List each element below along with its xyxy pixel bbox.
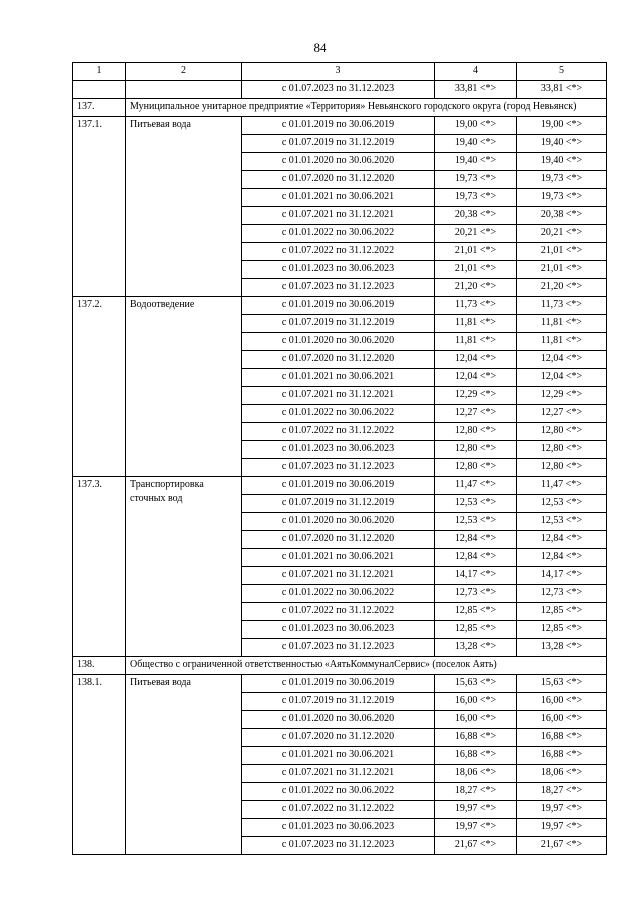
period-cell: с 01.07.2022 по 31.12.2022 <box>242 423 435 441</box>
service-number: 137.2. <box>73 297 126 477</box>
tariff-value-cell: 19,97 <*> <box>435 801 517 819</box>
table-row <box>73 81 607 99</box>
tariff-value-cell: 21,01 <*> <box>435 243 517 261</box>
tariff-value-cell: 15,63 <*> <box>517 675 607 693</box>
tariff-value-cell: 12,85 <*> <box>435 603 517 621</box>
tariff-value-cell: 21,20 <*> <box>517 279 607 297</box>
tariff-value-cell: 11,73 <*> <box>435 297 517 315</box>
organization-name: Общество с ограниченной ответственностью «АятьКоммуналСервис» (поселок Аять) <box>126 657 607 675</box>
period-cell: с 01.01.2022 по 30.06.2022 <box>242 405 435 423</box>
tariff-value-cell: 12,29 <*> <box>517 387 607 405</box>
tariff-value-cell: 11,81 <*> <box>517 333 607 351</box>
tariff-value-cell: 11,47 <*> <box>517 477 607 495</box>
tariff-value-cell: 19,73 <*> <box>435 171 517 189</box>
service-number: 137.3. <box>73 477 126 657</box>
tariff-value-cell: 14,17 <*> <box>517 567 607 585</box>
period-cell: с 01.01.2019 по 30.06.2019 <box>242 477 435 495</box>
period-cell: с 01.07.2021 по 31.12.2021 <box>242 765 435 783</box>
tariff-value-cell: 18,06 <*> <box>517 765 607 783</box>
tariff-value-cell: 12,80 <*> <box>517 423 607 441</box>
period-cell: с 01.07.2021 по 31.12.2021 <box>242 387 435 405</box>
period-cell: с 01.01.2019 по 30.06.2019 <box>242 117 435 135</box>
tariff-value-cell: 21,01 <*> <box>435 261 517 279</box>
period-cell: с 01.07.2023 по 31.12.2023 <box>242 639 435 657</box>
tariff-value-cell: 12,84 <*> <box>435 531 517 549</box>
tariff-value-cell: 16,00 <*> <box>435 693 517 711</box>
column-header: 2 <box>126 63 242 81</box>
period-cell: с 01.07.2020 по 31.12.2020 <box>242 531 435 549</box>
tariff-value-cell: 12,53 <*> <box>517 513 607 531</box>
period-cell: с 01.07.2023 по 31.12.2023 <box>242 81 435 99</box>
tariff-value-cell: 21,67 <*> <box>435 837 517 855</box>
column-header: 3 <box>242 63 435 81</box>
tariff-value-cell: 12,04 <*> <box>517 351 607 369</box>
tariff-value-cell: 20,38 <*> <box>517 207 607 225</box>
table-row <box>73 477 607 495</box>
period-cell: с 01.01.2019 по 30.06.2019 <box>242 297 435 315</box>
table-header-row <box>73 63 607 81</box>
period-cell: с 01.01.2023 по 30.06.2023 <box>242 819 435 837</box>
period-cell: с 01.01.2020 по 30.06.2020 <box>242 333 435 351</box>
tariff-value-cell: 12,53 <*> <box>517 495 607 513</box>
tariff-value-cell: 12,04 <*> <box>517 369 607 387</box>
tariff-value-cell: 19,73 <*> <box>517 189 607 207</box>
column-header: 4 <box>435 63 517 81</box>
period-cell: с 01.01.2021 по 30.06.2021 <box>242 549 435 567</box>
period-cell: с 01.01.2020 по 30.06.2020 <box>242 711 435 729</box>
tariff-value-cell: 12,27 <*> <box>435 405 517 423</box>
tariff-value-cell: 12,84 <*> <box>517 549 607 567</box>
page-number: 84 <box>313 40 327 55</box>
organization-row <box>73 657 607 675</box>
tariff-value-cell: 33,81 <*> <box>435 81 517 99</box>
tariff-value-cell: 12,85 <*> <box>517 621 607 639</box>
tariff-value-cell: 21,01 <*> <box>517 243 607 261</box>
tariff-value-cell: 33,81 <*> <box>517 81 607 99</box>
tariff-value-cell: 16,88 <*> <box>517 729 607 747</box>
organization-number: 137. <box>73 99 126 117</box>
tariff-value-cell: 13,28 <*> <box>435 639 517 657</box>
tariff-value-cell: 12,04 <*> <box>435 351 517 369</box>
period-cell: с 01.07.2022 по 31.12.2022 <box>242 243 435 261</box>
tariff-value-cell: 19,73 <*> <box>517 171 607 189</box>
period-cell: с 01.01.2020 по 30.06.2020 <box>242 153 435 171</box>
tariff-value-cell: 19,73 <*> <box>435 189 517 207</box>
period-cell: с 01.07.2022 по 31.12.2022 <box>242 801 435 819</box>
period-cell: с 01.07.2023 по 31.12.2023 <box>242 279 435 297</box>
tariff-value-cell: 20,21 <*> <box>517 225 607 243</box>
tariff-value-cell: 19,40 <*> <box>517 153 607 171</box>
tariff-value-cell: 12,80 <*> <box>435 423 517 441</box>
table-row <box>73 675 607 693</box>
tariff-value-cell: 21,20 <*> <box>435 279 517 297</box>
tariff-value-cell: 12,80 <*> <box>435 459 517 477</box>
period-cell: с 01.01.2022 по 30.06.2022 <box>242 783 435 801</box>
tariff-value-cell: 12,80 <*> <box>435 441 517 459</box>
tariff-value-cell: 19,97 <*> <box>517 801 607 819</box>
tariff-value-cell: 12,04 <*> <box>435 369 517 387</box>
period-cell: с 01.07.2023 по 31.12.2023 <box>242 459 435 477</box>
period-cell: с 01.07.2019 по 31.12.2019 <box>242 693 435 711</box>
tariff-value-cell: 12,85 <*> <box>435 621 517 639</box>
empty-cell <box>73 81 126 99</box>
tariff-value-cell: 18,06 <*> <box>435 765 517 783</box>
tariff-value-cell: 12,53 <*> <box>435 495 517 513</box>
period-cell: с 01.01.2022 по 30.06.2022 <box>242 225 435 243</box>
period-cell: с 01.01.2021 по 30.06.2021 <box>242 369 435 387</box>
period-cell: с 01.07.2019 по 31.12.2019 <box>242 315 435 333</box>
tariff-value-cell: 11,81 <*> <box>435 333 517 351</box>
period-cell: с 01.07.2021 по 31.12.2021 <box>242 207 435 225</box>
tariff-value-cell: 12,80 <*> <box>517 459 607 477</box>
tariff-value-cell: 11,73 <*> <box>517 297 607 315</box>
period-cell: с 01.07.2019 по 31.12.2019 <box>242 135 435 153</box>
tariff-value-cell: 12,84 <*> <box>435 549 517 567</box>
period-cell: с 01.07.2023 по 31.12.2023 <box>242 837 435 855</box>
tariff-value-cell: 12,80 <*> <box>517 441 607 459</box>
service-number: 138.1. <box>73 675 126 855</box>
period-cell: с 01.07.2020 по 31.12.2020 <box>242 351 435 369</box>
tariff-value-cell: 16,88 <*> <box>435 747 517 765</box>
tariff-value-cell: 19,00 <*> <box>517 117 607 135</box>
service-name: Питьевая вода <box>126 117 242 297</box>
table-row <box>73 117 607 135</box>
service-number: 137.1. <box>73 117 126 297</box>
service-name: Транспортировка сточных вод <box>126 477 242 657</box>
organization-number: 138. <box>73 657 126 675</box>
tariff-value-cell: 12,85 <*> <box>517 603 607 621</box>
tariff-value-cell: 12,53 <*> <box>435 513 517 531</box>
tariff-value-cell: 16,88 <*> <box>435 729 517 747</box>
tariff-value-cell: 16,00 <*> <box>435 711 517 729</box>
tariff-value-cell: 20,21 <*> <box>435 225 517 243</box>
period-cell: с 01.07.2020 по 31.12.2020 <box>242 729 435 747</box>
period-cell: с 01.01.2023 по 30.06.2023 <box>242 261 435 279</box>
tariff-value-cell: 21,01 <*> <box>517 261 607 279</box>
tariff-value-cell: 16,88 <*> <box>517 747 607 765</box>
period-cell: с 01.01.2023 по 30.06.2023 <box>242 621 435 639</box>
tariff-value-cell: 12,29 <*> <box>435 387 517 405</box>
tariff-value-cell: 14,17 <*> <box>435 567 517 585</box>
tariff-table <box>72 62 607 855</box>
tariff-value-cell: 15,63 <*> <box>435 675 517 693</box>
tariff-value-cell: 12,84 <*> <box>517 531 607 549</box>
tariff-value-cell: 19,40 <*> <box>435 135 517 153</box>
tariff-value-cell: 19,97 <*> <box>517 819 607 837</box>
period-cell: с 01.01.2021 по 30.06.2021 <box>242 747 435 765</box>
organization-name: Муниципальное унитарное предприятие «Территория» Невьянского городского округа (город Невьянск) <box>126 99 607 117</box>
tariff-value-cell: 12,27 <*> <box>517 405 607 423</box>
period-cell: с 01.07.2022 по 31.12.2022 <box>242 603 435 621</box>
service-name: Водоотведение <box>126 297 242 477</box>
tariff-value-cell: 11,47 <*> <box>435 477 517 495</box>
tariff-value-cell: 18,27 <*> <box>517 783 607 801</box>
tariff-value-cell: 11,81 <*> <box>435 315 517 333</box>
tariff-value-cell: 18,27 <*> <box>435 783 517 801</box>
tariff-value-cell: 19,97 <*> <box>435 819 517 837</box>
period-cell: с 01.01.2023 по 30.06.2023 <box>242 441 435 459</box>
empty-cell <box>126 81 242 99</box>
tariff-value-cell: 21,67 <*> <box>517 837 607 855</box>
tariff-value-cell: 11,81 <*> <box>517 315 607 333</box>
period-cell: с 01.01.2022 по 30.06.2022 <box>242 585 435 603</box>
tariff-value-cell: 19,40 <*> <box>517 135 607 153</box>
tariff-value-cell: 12,73 <*> <box>435 585 517 603</box>
period-cell: с 01.01.2020 по 30.06.2020 <box>242 513 435 531</box>
tariff-value-cell: 16,00 <*> <box>517 711 607 729</box>
tariff-value-cell: 20,38 <*> <box>435 207 517 225</box>
service-name: Питьевая вода <box>126 675 242 855</box>
tariff-value-cell: 19,40 <*> <box>435 153 517 171</box>
tariff-value-cell: 13,28 <*> <box>517 639 607 657</box>
period-cell: с 01.01.2019 по 30.06.2019 <box>242 675 435 693</box>
period-cell: с 01.01.2021 по 30.06.2021 <box>242 189 435 207</box>
column-header: 1 <box>73 63 126 81</box>
tariff-value-cell: 19,00 <*> <box>435 117 517 135</box>
period-cell: с 01.07.2020 по 31.12.2020 <box>242 171 435 189</box>
period-cell: с 01.07.2021 по 31.12.2021 <box>242 567 435 585</box>
tariff-value-cell: 16,00 <*> <box>517 693 607 711</box>
period-cell: с 01.07.2019 по 31.12.2019 <box>242 495 435 513</box>
column-header: 5 <box>517 63 607 81</box>
tariff-value-cell: 12,73 <*> <box>517 585 607 603</box>
table-row <box>73 297 607 315</box>
organization-row <box>73 99 607 117</box>
